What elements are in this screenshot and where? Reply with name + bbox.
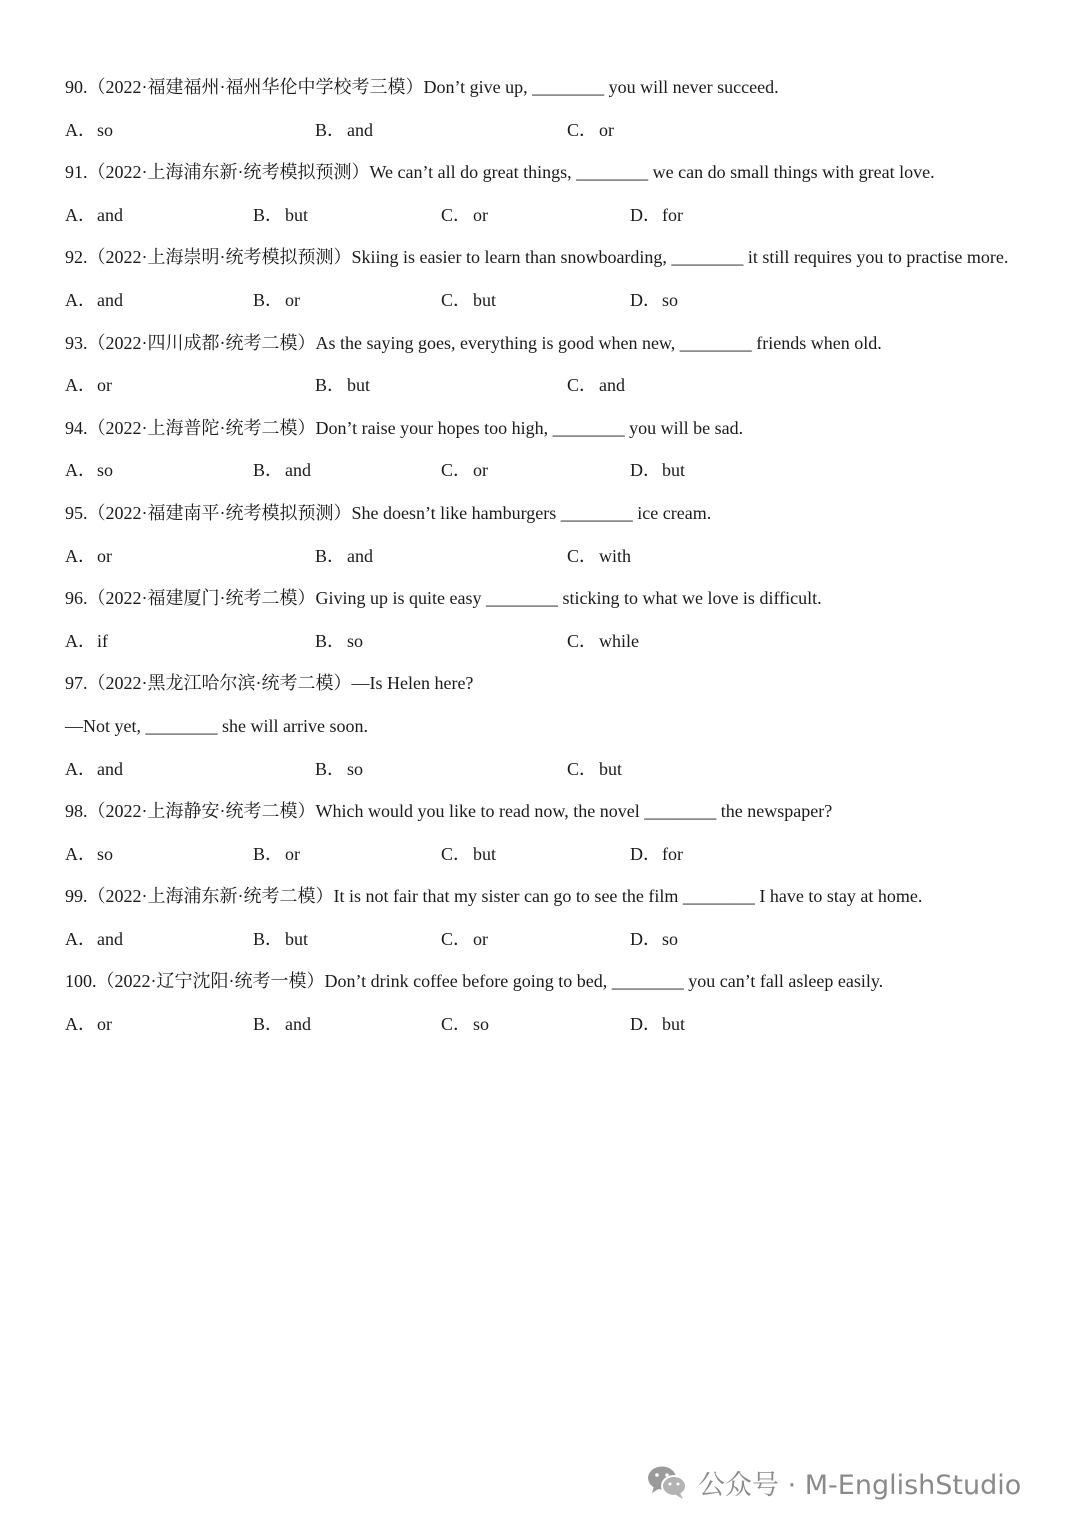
option-text: and bbox=[347, 545, 373, 566]
answer-option bbox=[253, 833, 300, 876]
answer-option bbox=[567, 620, 639, 663]
answer-option bbox=[567, 535, 631, 578]
option-letter: C． bbox=[441, 843, 472, 864]
option-text: so bbox=[97, 843, 114, 864]
question-item bbox=[65, 960, 1025, 1045]
option-text: but bbox=[662, 460, 686, 481]
option-text: or bbox=[97, 545, 112, 566]
watermark bbox=[646, 1462, 1021, 1502]
option-letter: A． bbox=[65, 758, 96, 779]
question-stem: 94.（2022·上海普陀·统考二模）Don’t raise your hopes too high, ________ you will be sad. bbox=[65, 417, 744, 438]
question-item bbox=[65, 236, 1025, 321]
option-letter: D． bbox=[630, 289, 661, 310]
question-stem: 98.（2022·上海静安·统考二模）Which would you like to read now, the novel ________ the newspaper? bbox=[65, 801, 833, 822]
answer-option bbox=[253, 194, 308, 237]
answer-option bbox=[253, 1003, 311, 1046]
answer-option bbox=[65, 748, 123, 791]
option-letter: A． bbox=[65, 460, 96, 481]
answer-option bbox=[65, 620, 108, 663]
option-letter: B． bbox=[315, 630, 346, 651]
answer-option bbox=[65, 833, 113, 876]
option-letter: C． bbox=[441, 460, 472, 481]
answer-option bbox=[441, 279, 496, 322]
answer-option bbox=[315, 620, 363, 663]
question-item bbox=[65, 492, 1025, 577]
option-letter: B． bbox=[315, 758, 346, 779]
option-letter: D． bbox=[630, 928, 661, 949]
option-text: or bbox=[97, 1014, 112, 1035]
option-letter: C． bbox=[441, 928, 472, 949]
option-text: so bbox=[473, 1014, 490, 1035]
question-item bbox=[65, 790, 1025, 875]
option-text: and bbox=[97, 928, 123, 949]
answer-option bbox=[65, 449, 113, 492]
option-text: but bbox=[347, 375, 371, 396]
answer-option bbox=[65, 918, 123, 961]
answer-option bbox=[441, 194, 488, 237]
answer-option bbox=[630, 918, 678, 961]
option-letter: D． bbox=[630, 843, 661, 864]
question-stem: 90.（2022·福建福州·福州华伦中学校考三模）Don’t give up, ________ you will never succeed. bbox=[65, 77, 779, 97]
option-letter: A． bbox=[65, 545, 96, 566]
answer-option bbox=[315, 748, 363, 791]
option-text: but bbox=[285, 204, 309, 225]
option-text: or bbox=[473, 928, 488, 949]
option-text: or bbox=[285, 289, 300, 310]
option-text: but bbox=[662, 1014, 686, 1035]
option-letter: A． bbox=[65, 289, 96, 310]
option-text: for bbox=[662, 204, 683, 225]
option-letter: C． bbox=[567, 630, 598, 651]
wechat-icon bbox=[646, 1464, 688, 1500]
option-letter: C． bbox=[567, 545, 598, 566]
option-text: or bbox=[599, 119, 614, 140]
question-item bbox=[65, 66, 1025, 151]
question-item bbox=[65, 577, 1025, 662]
answer-option bbox=[253, 279, 300, 322]
option-letter: B． bbox=[253, 928, 284, 949]
question-stem-continuation: —Not yet, ________ she will arrive soon. bbox=[65, 715, 368, 736]
option-text: and bbox=[97, 758, 123, 779]
option-text: or bbox=[473, 204, 488, 225]
answer-option bbox=[441, 918, 488, 961]
question-stem: 93.（2022·四川成都·统考二模）As the saying goes, everything is good when new, ________ friends when old. bbox=[65, 332, 882, 353]
option-text: so bbox=[662, 928, 679, 949]
option-letter: A． bbox=[65, 928, 96, 949]
option-text: so bbox=[347, 630, 364, 651]
question-item bbox=[65, 875, 1025, 960]
answer-option bbox=[65, 194, 123, 237]
option-letter: C． bbox=[567, 375, 598, 396]
option-letter: C． bbox=[441, 1014, 472, 1035]
answer-option bbox=[315, 109, 373, 152]
question-stem: 99.（2022·上海浦东新·统考二模）It is not fair that my sister can go to see the film ________ I have to stay at home. bbox=[65, 886, 923, 907]
question-stem: 96.（2022·福建厦门·统考二模）Giving up is quite easy ________ sticking to what we love is difficult. bbox=[65, 588, 822, 609]
option-letter: D． bbox=[630, 204, 661, 225]
question-stem: 95.（2022·福建南平·统考模拟预测）She doesn’t like hamburgers ________ ice cream. bbox=[65, 502, 712, 523]
answer-options bbox=[65, 279, 1025, 322]
answer-option bbox=[567, 748, 622, 791]
option-text: and bbox=[285, 1014, 311, 1035]
option-letter: A． bbox=[65, 204, 96, 225]
option-text: if bbox=[97, 630, 108, 651]
question-list bbox=[65, 66, 1025, 1046]
option-text: or bbox=[97, 375, 112, 396]
answer-options bbox=[65, 194, 1025, 237]
option-letter: B． bbox=[253, 204, 284, 225]
answer-options bbox=[65, 364, 1025, 407]
option-letter: A． bbox=[65, 119, 96, 140]
answer-options bbox=[65, 535, 1025, 578]
option-letter: A． bbox=[65, 1014, 96, 1035]
answer-option bbox=[630, 1003, 685, 1046]
option-text: and bbox=[97, 289, 123, 310]
option-letter: D． bbox=[630, 1014, 661, 1035]
option-letter: C． bbox=[441, 289, 472, 310]
answer-option bbox=[65, 1003, 112, 1046]
option-text: or bbox=[473, 460, 488, 481]
option-text: so bbox=[347, 758, 364, 779]
option-letter: A． bbox=[65, 630, 96, 651]
option-text: or bbox=[285, 843, 300, 864]
option-letter: A． bbox=[65, 375, 96, 396]
answer-option bbox=[441, 833, 496, 876]
answer-option bbox=[315, 364, 370, 407]
answer-option bbox=[630, 833, 683, 876]
answer-option bbox=[441, 449, 488, 492]
option-text: while bbox=[599, 630, 639, 651]
option-letter: B． bbox=[253, 843, 284, 864]
question-item bbox=[65, 322, 1025, 407]
option-text: and bbox=[97, 204, 123, 225]
option-text: and bbox=[347, 119, 373, 140]
question-item bbox=[65, 662, 1025, 790]
option-letter: B． bbox=[253, 1014, 284, 1035]
option-text: and bbox=[285, 460, 311, 481]
option-text: with bbox=[599, 545, 632, 566]
option-letter: C． bbox=[567, 758, 598, 779]
answer-option bbox=[630, 279, 678, 322]
answer-options bbox=[65, 620, 1025, 663]
option-letter: B． bbox=[253, 289, 284, 310]
option-text: but bbox=[473, 843, 497, 864]
answer-option bbox=[253, 449, 311, 492]
answer-option bbox=[65, 279, 123, 322]
option-text: so bbox=[662, 289, 679, 310]
option-text: for bbox=[662, 843, 683, 864]
option-letter: B． bbox=[253, 460, 284, 481]
answer-options bbox=[65, 109, 1025, 152]
watermark-text: 公众号 · M-EnglishStudio bbox=[698, 1469, 1022, 1501]
option-letter: D． bbox=[630, 460, 661, 481]
answer-option bbox=[65, 364, 112, 407]
option-text: but bbox=[473, 289, 497, 310]
answer-option bbox=[315, 535, 373, 578]
answer-option bbox=[567, 109, 614, 152]
question-stem: 100.（2022·辽宁沈阳·统考一模）Don’t drink coffee before going to bed, ________ you can’t fall asleep easily. bbox=[65, 971, 884, 992]
question-item bbox=[65, 407, 1025, 492]
option-text: and bbox=[599, 375, 625, 396]
option-letter: B． bbox=[315, 119, 346, 140]
answer-option bbox=[65, 535, 112, 578]
option-text: so bbox=[97, 460, 114, 481]
question-stem: 92.（2022·上海崇明·统考模拟预测）Skiing is easier to learn than snowboarding, ________ it still requires you to practise more. bbox=[65, 247, 1009, 268]
answer-options bbox=[65, 1003, 1025, 1046]
option-letter: B． bbox=[315, 545, 346, 566]
option-letter: A． bbox=[65, 843, 96, 864]
option-letter: C． bbox=[567, 119, 598, 140]
question-stem: 91.（2022·上海浦东新·统考模拟预测）We can’t all do great things, ________ we can do small things with great love. bbox=[65, 162, 935, 183]
answer-option bbox=[630, 194, 683, 237]
answer-option bbox=[567, 364, 625, 407]
answer-options bbox=[65, 918, 1025, 961]
option-letter: C． bbox=[441, 204, 472, 225]
question-stem: 97.（2022·黑龙江哈尔滨·统考二模）—Is Helen here? bbox=[65, 673, 474, 694]
option-text: but bbox=[285, 928, 309, 949]
answer-option bbox=[65, 109, 113, 152]
answer-option bbox=[630, 449, 685, 492]
answer-options bbox=[65, 833, 1025, 876]
option-text: but bbox=[599, 758, 623, 779]
option-letter: B． bbox=[315, 375, 346, 396]
answer-option bbox=[253, 918, 308, 961]
option-text: so bbox=[97, 119, 114, 140]
answer-options bbox=[65, 449, 1025, 492]
question-item bbox=[65, 151, 1025, 236]
answer-options bbox=[65, 748, 1025, 791]
answer-option bbox=[441, 1003, 489, 1046]
